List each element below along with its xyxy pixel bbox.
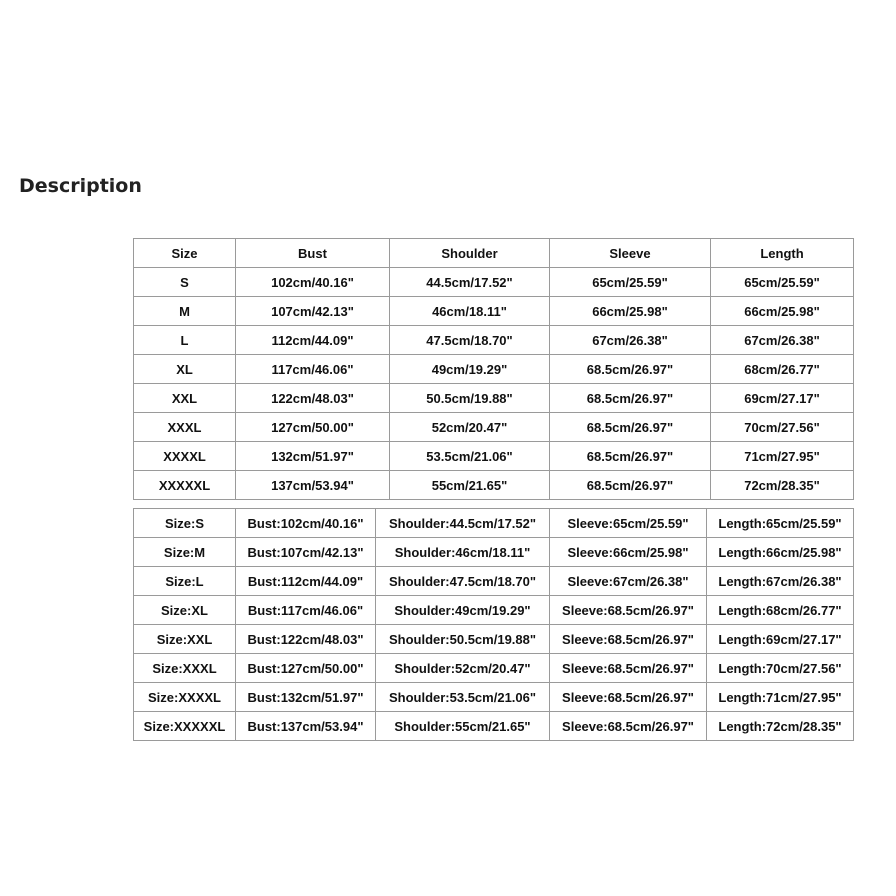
bust-cell: 127cm/50.00" — [236, 413, 390, 442]
table-row — [134, 567, 854, 596]
shoulder-cell: 44.5cm/17.52" — [390, 268, 550, 297]
description-heading: Description — [19, 175, 142, 197]
table-row — [134, 683, 854, 712]
size-chart-table — [133, 238, 854, 500]
sleeve-cell: 68.5cm/26.97" — [550, 384, 711, 413]
size-cell: Size:M — [134, 538, 236, 567]
table-row — [134, 471, 854, 500]
shoulder-cell: Shoulder:46cm/18.11" — [376, 538, 550, 567]
length-cell: 68cm/26.77" — [711, 355, 854, 384]
size-cell: M — [134, 297, 236, 326]
table-row — [134, 712, 854, 741]
sleeve-cell: Sleeve:68.5cm/26.97" — [550, 625, 707, 654]
header-cell-sleeve: Sleeve — [550, 239, 711, 268]
length-cell: 70cm/27.56" — [711, 413, 854, 442]
shoulder-cell: Shoulder:53.5cm/21.06" — [376, 683, 550, 712]
length-cell: Length:69cm/27.17" — [707, 625, 854, 654]
sleeve-cell: 67cm/26.38" — [550, 326, 711, 355]
size-cell: Size:L — [134, 567, 236, 596]
size-cell: Size:XXXL — [134, 654, 236, 683]
shoulder-cell: 47.5cm/18.70" — [390, 326, 550, 355]
table-row — [134, 297, 854, 326]
size-cell: Size:XXXXL — [134, 683, 236, 712]
length-cell: 69cm/27.17" — [711, 384, 854, 413]
sleeve-cell: 68.5cm/26.97" — [550, 355, 711, 384]
bust-cell: Bust:132cm/51.97" — [236, 683, 376, 712]
table-row — [134, 326, 854, 355]
header-cell-size: Size — [134, 239, 236, 268]
bust-cell: 112cm/44.09" — [236, 326, 390, 355]
sleeve-cell: 66cm/25.98" — [550, 297, 711, 326]
bust-cell: Bust:122cm/48.03" — [236, 625, 376, 654]
length-cell: 72cm/28.35" — [711, 471, 854, 500]
shoulder-cell: 52cm/20.47" — [390, 413, 550, 442]
shoulder-cell: Shoulder:52cm/20.47" — [376, 654, 550, 683]
size-cell: XXXXL — [134, 442, 236, 471]
size-cell: XXL — [134, 384, 236, 413]
length-cell: 65cm/25.59" — [711, 268, 854, 297]
length-cell: Length:66cm/25.98" — [707, 538, 854, 567]
length-cell: Length:70cm/27.56" — [707, 654, 854, 683]
bust-cell: Bust:127cm/50.00" — [236, 654, 376, 683]
bust-cell: Bust:137cm/53.94" — [236, 712, 376, 741]
sleeve-cell: Sleeve:68.5cm/26.97" — [550, 683, 707, 712]
length-cell: Length:68cm/26.77" — [707, 596, 854, 625]
bust-cell: 122cm/48.03" — [236, 384, 390, 413]
length-cell: Length:65cm/25.59" — [707, 509, 854, 538]
bust-cell: 137cm/53.94" — [236, 471, 390, 500]
shoulder-cell: 49cm/19.29" — [390, 355, 550, 384]
table-row — [134, 384, 854, 413]
sleeve-cell: Sleeve:67cm/26.38" — [550, 567, 707, 596]
shoulder-cell: 46cm/18.11" — [390, 297, 550, 326]
table-row — [134, 355, 854, 384]
bust-cell: Bust:112cm/44.09" — [236, 567, 376, 596]
bust-cell: Bust:107cm/42.13" — [236, 538, 376, 567]
sleeve-cell: Sleeve:68.5cm/26.97" — [550, 596, 707, 625]
size-cell: Size:XXXXXL — [134, 712, 236, 741]
sleeve-cell: Sleeve:65cm/25.59" — [550, 509, 707, 538]
bust-cell: 107cm/42.13" — [236, 297, 390, 326]
size-cell: L — [134, 326, 236, 355]
table-row — [134, 442, 854, 471]
size-cell: XL — [134, 355, 236, 384]
size-chart-labeled-table — [133, 508, 854, 741]
table-header-row — [134, 239, 854, 268]
length-cell: Length:72cm/28.35" — [707, 712, 854, 741]
sleeve-cell: 65cm/25.59" — [550, 268, 711, 297]
table-row — [134, 268, 854, 297]
shoulder-cell: 55cm/21.65" — [390, 471, 550, 500]
size-cell: Size:XXL — [134, 625, 236, 654]
shoulder-cell: 50.5cm/19.88" — [390, 384, 550, 413]
header-cell-shoulder: Shoulder — [390, 239, 550, 268]
header-cell-length: Length — [711, 239, 854, 268]
sleeve-cell: 68.5cm/26.97" — [550, 471, 711, 500]
shoulder-cell: Shoulder:55cm/21.65" — [376, 712, 550, 741]
size-cell: XXXXXL — [134, 471, 236, 500]
length-cell: Length:67cm/26.38" — [707, 567, 854, 596]
length-cell: 71cm/27.95" — [711, 442, 854, 471]
sleeve-cell: Sleeve:66cm/25.98" — [550, 538, 707, 567]
shoulder-cell: Shoulder:47.5cm/18.70" — [376, 567, 550, 596]
bust-cell: 132cm/51.97" — [236, 442, 390, 471]
shoulder-cell: Shoulder:49cm/19.29" — [376, 596, 550, 625]
sleeve-cell: Sleeve:68.5cm/26.97" — [550, 712, 707, 741]
sleeve-cell: 68.5cm/26.97" — [550, 442, 711, 471]
table-row — [134, 654, 854, 683]
size-cell: XXXL — [134, 413, 236, 442]
table-row — [134, 413, 854, 442]
shoulder-cell: Shoulder:50.5cm/19.88" — [376, 625, 550, 654]
bust-cell: 117cm/46.06" — [236, 355, 390, 384]
sleeve-cell: 68.5cm/26.97" — [550, 413, 711, 442]
table-row — [134, 625, 854, 654]
bust-cell: Bust:102cm/40.16" — [236, 509, 376, 538]
table-row — [134, 538, 854, 567]
shoulder-cell: 53.5cm/21.06" — [390, 442, 550, 471]
size-cell: Size:XL — [134, 596, 236, 625]
bust-cell: 102cm/40.16" — [236, 268, 390, 297]
shoulder-cell: Shoulder:44.5cm/17.52" — [376, 509, 550, 538]
header-cell-bust: Bust — [236, 239, 390, 268]
size-cell: S — [134, 268, 236, 297]
sleeve-cell: Sleeve:68.5cm/26.97" — [550, 654, 707, 683]
bust-cell: Bust:117cm/46.06" — [236, 596, 376, 625]
length-cell: 67cm/26.38" — [711, 326, 854, 355]
length-cell: Length:71cm/27.95" — [707, 683, 854, 712]
table-row — [134, 509, 854, 538]
size-cell: Size:S — [134, 509, 236, 538]
length-cell: 66cm/25.98" — [711, 297, 854, 326]
table-row — [134, 596, 854, 625]
